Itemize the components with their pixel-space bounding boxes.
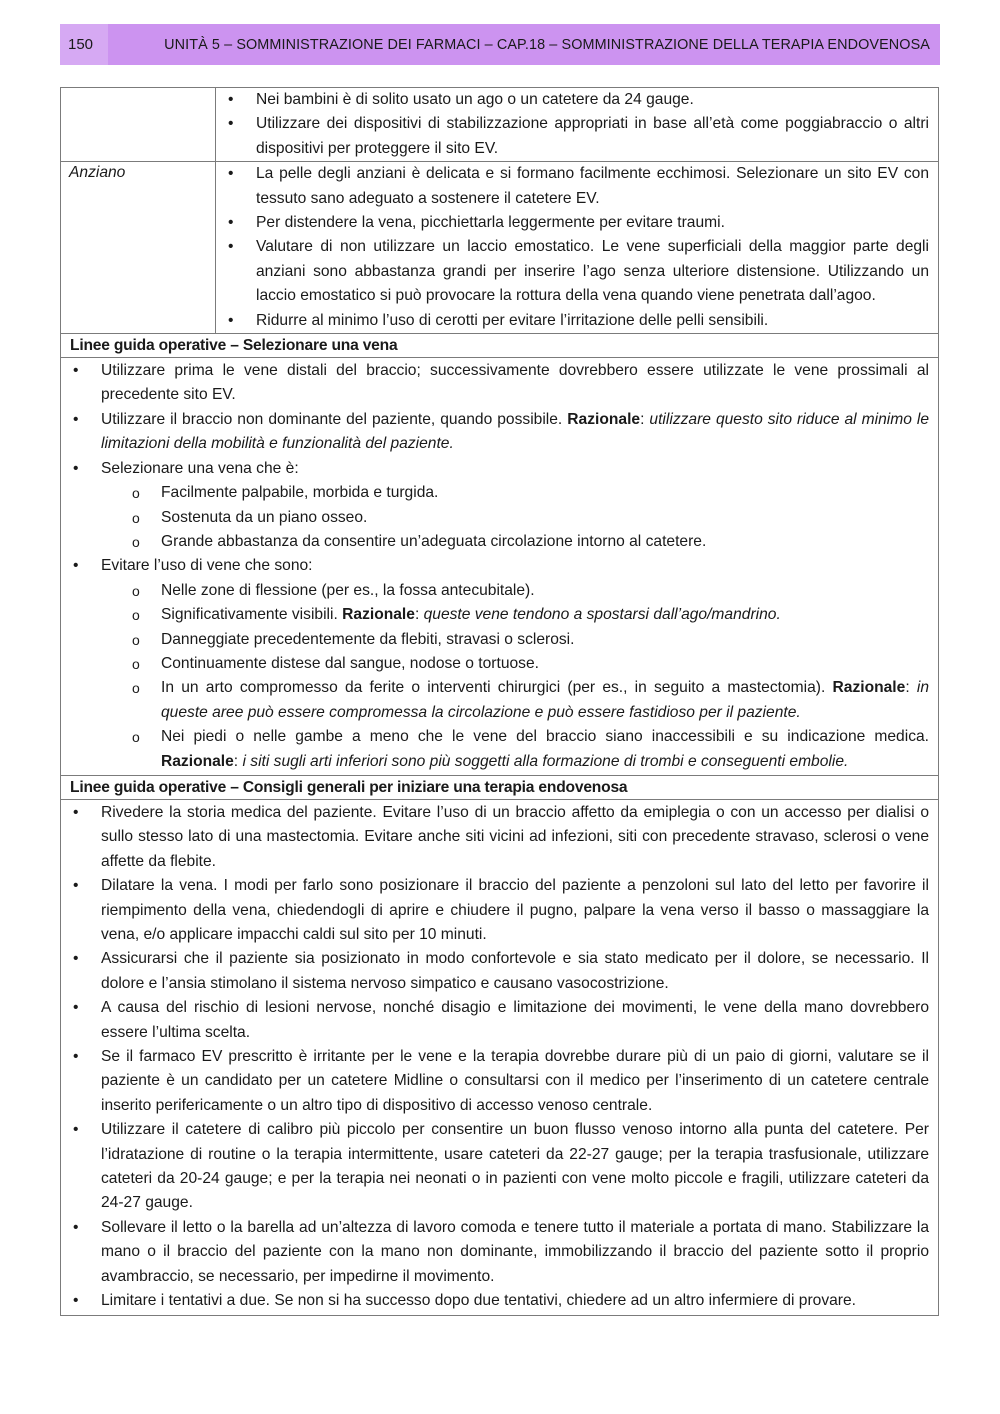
rationale-text: i siti sugli arti inferiori sono più soggetti alla formazione di trombi e conseguenti embolie.	[242, 752, 849, 770]
guidelines-table	[60, 87, 939, 1316]
sub-list-item	[61, 725, 929, 774]
section-body-select-vein	[61, 358, 938, 776]
row-label-elderly: Anziano	[61, 162, 216, 333]
item-text: Significativamente visibili.	[161, 606, 343, 624]
rationale-label: Razionale	[161, 752, 234, 770]
list-item: • A causa del rischio di lesioni nervose, nonché disagio e limitazione dei movimenti, le vene della mano dovrebbero essere l’ultima scelta.	[61, 996, 929, 1045]
table-row-children	[61, 88, 938, 162]
sub-list-item: o Nelle zone di flessione (per es., la fossa antecubitale).	[61, 579, 929, 603]
list-item: • Nei bambini è di solito usato un ago o un catetere da 24 gauge.	[216, 88, 929, 112]
list-item	[61, 408, 929, 457]
page-number: 150	[60, 24, 108, 65]
list-item: • Ridurre al minimo l’uso di cerotti per evitare l’irritazione delle pelli sensibili.	[216, 309, 929, 333]
item-text: Nei piedi o nelle gambe a meno che le vene del braccio siano inaccessibili e su indicazione medica.	[161, 728, 929, 746]
sub-list-item: o Grande abbastanza da consentire un’adeguata circolazione intorno al catetere.	[61, 530, 929, 554]
list-item: • Valutare di non utilizzare un laccio emostatico. Le vene superficiali della maggior parte degli anziani sono abbastanza grandi per inserire l’ago senza ulteriore distensione. Utilizzando un laccio emostatico si può provocare la rottura della vena quando viene penetrata dall’agoo.	[216, 235, 929, 308]
chapter-title: UNITÀ 5 – SOMMINISTRAZIONE DEI FARMACI – CAP.18 – SOMMINISTRAZIONE DELLA TERAPIA ENDOVENOSA	[108, 24, 940, 65]
sub-list-item: o Continuamente distese dal sangue, nodose o tortuose.	[61, 652, 929, 676]
list-item: • Rivedere la storia medica del paziente. Evitare l’uso di un braccio affetto da emiplegia o con un accesso per dialisi o sullo stesso lato di una mastectomia. Evitare anche siti vicini ad infezioni, siti con precedente stravaso, sclerosi o vene affette da flebite.	[61, 801, 929, 874]
list-item: • Assicurarsi che il paziente sia posizionato in modo confortevole e sia stato medicato per il dolore, se necessario. Il dolore e l’ansia stimolano il sistema nervoso simpatico e causano vasocostrizione.	[61, 947, 929, 996]
rationale-label: Razionale	[832, 679, 906, 697]
colon: :	[640, 410, 650, 428]
row-label-children	[61, 88, 216, 161]
colon: :	[414, 606, 424, 624]
item-text: Utilizzare il braccio non dominante del paziente, quando possibile.	[101, 410, 568, 428]
list-item: • Per distendere la vena, picchiettarla leggermente per evitare traumi.	[216, 211, 929, 235]
section-body-general-tips	[61, 800, 938, 1315]
rationale-label: Razionale	[567, 410, 641, 428]
rationale-text: queste vene tendono a spostarsi dall’ago/mandrino.	[423, 606, 781, 624]
colon: :	[905, 679, 917, 697]
rationale-text: utilizzare questo sito riduce al minimo le limitazioni della mobilità e funzionalità del paziente.	[101, 410, 930, 453]
row-content-elderly	[216, 162, 938, 333]
list-item: • Dilatare la vena. I modi per farlo sono posizionare il braccio del paziente a penzoloni sul lato del letto per favorire il riempimento della vena, chiedendogli di aprire e chiudere il pugno, palpare la vena verso il basso o massaggiare la vena, e/o applicare impacchi caldi sul sito per 10 minuti.	[61, 874, 929, 947]
sub-list-item: o Facilmente palpabile, morbida e turgida.	[61, 481, 929, 505]
table-row-elderly	[61, 162, 938, 334]
list-item: • Selezionare una vena che è:	[61, 457, 929, 481]
list-item: • Evitare l’uso di vene che sono:	[61, 554, 929, 578]
section-heading-general-tips: Linee guida operative – Consigli generali per iniziare una terapia endovenosa	[61, 776, 938, 800]
list-item: • Utilizzare prima le vene distali del braccio; successivamente dovrebbero essere utilizzate le vene prossimali al precedente sito EV.	[61, 359, 929, 408]
sub-list-item	[61, 676, 929, 725]
item-text: In un arto compromesso da ferite o interventi chirurgici (per es., in seguito a mastectomia).	[161, 679, 833, 697]
sub-list-item: o Sostenuta da un piano osseo.	[61, 506, 929, 530]
section-heading-select-vein: Linee guida operative – Selezionare una vena	[61, 334, 938, 358]
rationale-text: in queste aree può essere compromessa la circolazione e può essere fastidioso per il paziente.	[161, 679, 929, 721]
list-item: • Se il farmaco EV prescritto è irritante per le vene e la terapia dovrebbe durare più di un paio di giorni, valutare se il paziente è un candidato per un catetere Midline o consultarsi con il medico per l’inserimento di un catetere centrale inserito perifericamente o un altro tipo di dispositivo di accesso venoso centrale.	[61, 1045, 929, 1118]
list-item: • Limitare i tentativi a due. Se non si ha successo dopo due tentativi, chiedere ad un altro infermiere di provare.	[61, 1289, 929, 1313]
row-content-children	[216, 88, 938, 161]
list-item: • Utilizzare il catetere di calibro più piccolo per consentire un buon flusso venoso intorno alla punta del catetere. Per l’idratazione di routine o la terapia intermittente, usare cateteri da 22-27 gauge; per la terapia trasfusionale, utilizzare cateteri da 20-24 gauge; e per la terapia nei neonati o in pazienti con vene molto piccole e fragili, utilizzare cateteri da 24-27 gauge.	[61, 1118, 929, 1216]
rationale-label: Razionale	[342, 606, 415, 624]
colon: :	[233, 752, 243, 770]
list-item: • Utilizzare dei dispositivi di stabilizzazione appropriati in base all’età come poggiabraccio o altri dispositivi per proteggere il sito EV.	[216, 112, 929, 161]
list-item: • La pelle degli anziani è delicata e si formano facilmente ecchimosi. Selezionare un sito EV con tessuto sano adeguato a sostenere il catetere EV.	[216, 162, 929, 211]
sub-list-item	[61, 603, 929, 627]
sub-list-item: o Danneggiate precedentemente da flebiti, stravasi o sclerosi.	[61, 628, 929, 652]
list-item: • Sollevare il letto o la barella ad un’altezza di lavoro comoda e tenere tutto il materiale a portata di mano. Stabilizzare la mano o il braccio del paziente con la mano non dominante, immobilizzando il braccio del paziente sotto il proprio avambraccio, se necessario, per impedirne il movimento.	[61, 1216, 929, 1289]
page-header	[60, 24, 940, 65]
